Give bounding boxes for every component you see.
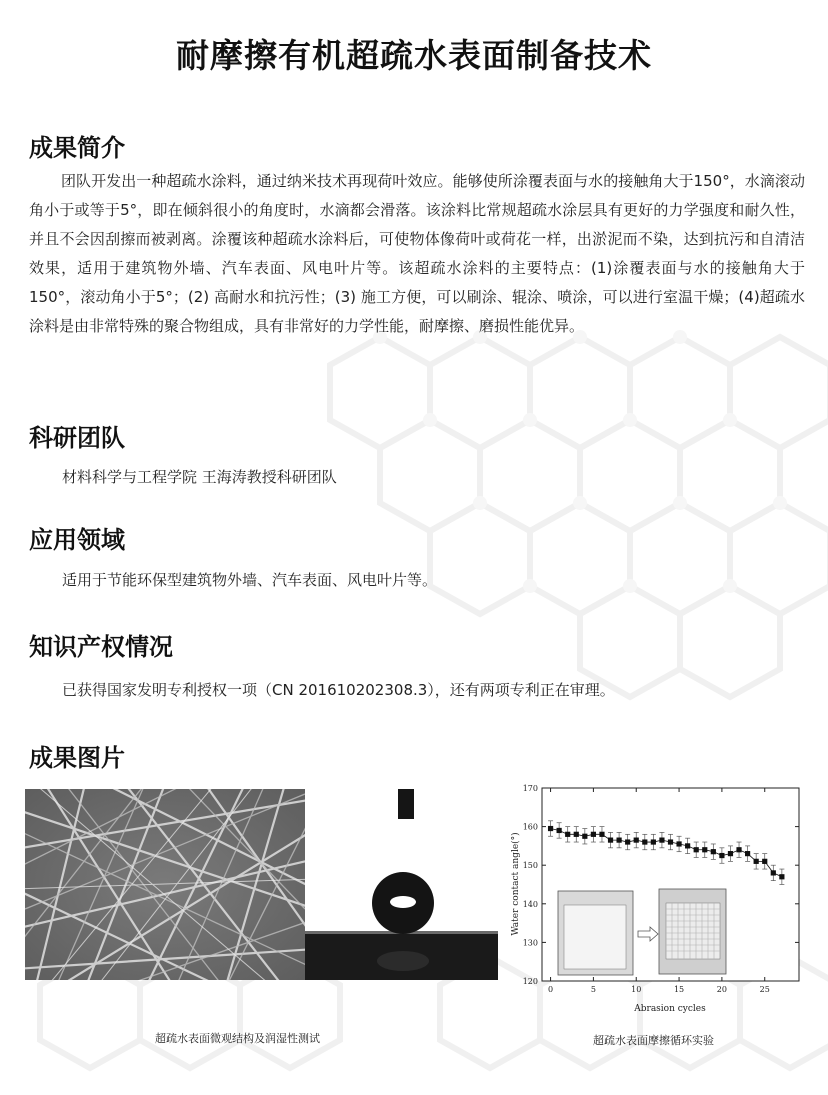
chart-data-point bbox=[676, 841, 681, 846]
chart-y-tick-label: 140 bbox=[522, 899, 538, 909]
section-heading-images: 成果图片 bbox=[29, 744, 125, 772]
chart-data-point bbox=[608, 838, 613, 843]
chart-x-tick-label: 0 bbox=[548, 985, 554, 994]
section-body-intro: 团队开发出一种超疏水涂料，通过纳米技术再现荷叶效应。能够使所涂覆表面与水的接触角大于150°，水滴滚动角小于或等于5°，即在倾斜很小的角度时，水滴都会滑落。该涂料比常规超疏水涂层具有更好的力学强度和耐久性，并且不会因刮擦而被剥离。涂覆该种超疏水涂料后，可使物体像荷叶或荷花一样，出淤泥而不染，达到抗污和自清洁效果，适用于建筑物外墙、汽车表面、风电叶片等。该超疏水涂料的主要特点：(1)涂覆表面与水的接触角大于150°，滚动角小于5°；(2) 高耐水和抗污性；(3) 施工方便，可以刷涂、辊涂、喷涂，可以进行室温干燥；(4)超疏水涂料是由非常特殊的聚合物组成，具有非常好的力学性能，耐摩擦、磨损性能优异。 bbox=[29, 172, 805, 335]
section-heading-ip: 知识产权情况 bbox=[29, 633, 173, 661]
section-body-ip: 已获得国家发明专利授权一项（CN 201610202308.3），还有两项专利正在审理。 bbox=[62, 681, 615, 699]
chart-y-tick-label: 160 bbox=[522, 822, 538, 832]
section-heading-intro: 成果简介 bbox=[29, 134, 125, 162]
caption-microstructure-wettability: 超疏水表面微观结构及润湿性测试 bbox=[155, 1032, 320, 1045]
inset-abraded-sample-grid bbox=[666, 903, 720, 959]
chart-data-point bbox=[711, 849, 716, 854]
page-title: 耐摩擦有机超疏水表面制备技术 bbox=[176, 36, 652, 75]
chart-y-tick-label: 120 bbox=[522, 977, 538, 986]
chart-x-axis-label: Abrasion cycles bbox=[634, 1004, 706, 1014]
abrasion-contact-angle-chart bbox=[506, 778, 806, 1018]
chart-data-point bbox=[779, 874, 784, 879]
chart-y-axis-label: Water contact angle(°) bbox=[511, 832, 521, 936]
chart-y-tick-label: 150 bbox=[522, 861, 538, 871]
chart-data-point bbox=[651, 839, 656, 844]
chart-data-point bbox=[771, 870, 776, 875]
chart-data-point bbox=[702, 847, 707, 852]
chart-data-point bbox=[685, 843, 690, 848]
chart-data-point bbox=[745, 851, 750, 856]
chart-x-tick-label: 10 bbox=[631, 985, 642, 994]
chart-data-point bbox=[754, 859, 759, 864]
water-droplet-contact-angle-image bbox=[305, 789, 498, 980]
chart-data-point bbox=[728, 851, 733, 856]
section-heading-application: 应用领域 bbox=[29, 526, 125, 554]
chart-data-point bbox=[659, 838, 664, 843]
chart-data-point bbox=[736, 847, 741, 852]
chart-data-point bbox=[694, 847, 699, 852]
inset-coated-sample-before bbox=[564, 905, 626, 969]
sem-micrograph-image bbox=[25, 789, 305, 980]
chart-data-point bbox=[548, 826, 553, 831]
chart-data-point bbox=[591, 832, 596, 837]
chart-data-point bbox=[642, 839, 647, 844]
chart-data-point bbox=[668, 839, 673, 844]
chart-data-point bbox=[719, 853, 724, 858]
chart-data-point bbox=[617, 838, 622, 843]
chart-data-point bbox=[557, 828, 562, 833]
chart-x-tick-label: 20 bbox=[716, 985, 727, 994]
chart-data-point bbox=[599, 832, 604, 837]
chart-data-point bbox=[574, 832, 579, 837]
caption-abrasion-cycle-experiment: 超疏水表面摩擦循环实验 bbox=[593, 1034, 714, 1047]
chart-data-point bbox=[582, 834, 587, 839]
chart-data-point bbox=[762, 859, 767, 864]
section-heading-team: 科研团队 bbox=[29, 424, 125, 452]
chart-y-tick-label: 130 bbox=[522, 938, 538, 948]
chart-data-point bbox=[625, 839, 630, 844]
chart-x-tick-label: 15 bbox=[673, 985, 685, 994]
section-body-application: 适用于节能环保型建筑物外墙、汽车表面、风电叶片等。 bbox=[62, 571, 438, 589]
chart-x-tick-label: 5 bbox=[590, 985, 596, 994]
section-body-team: 材料科学与工程学院 王海涛教授科研团队 bbox=[62, 468, 337, 486]
chart-x-tick-label: 25 bbox=[759, 985, 770, 994]
chart-data-point bbox=[565, 832, 570, 837]
chart-y-tick-label: 170 bbox=[522, 784, 538, 793]
chart-data-point bbox=[634, 838, 639, 843]
